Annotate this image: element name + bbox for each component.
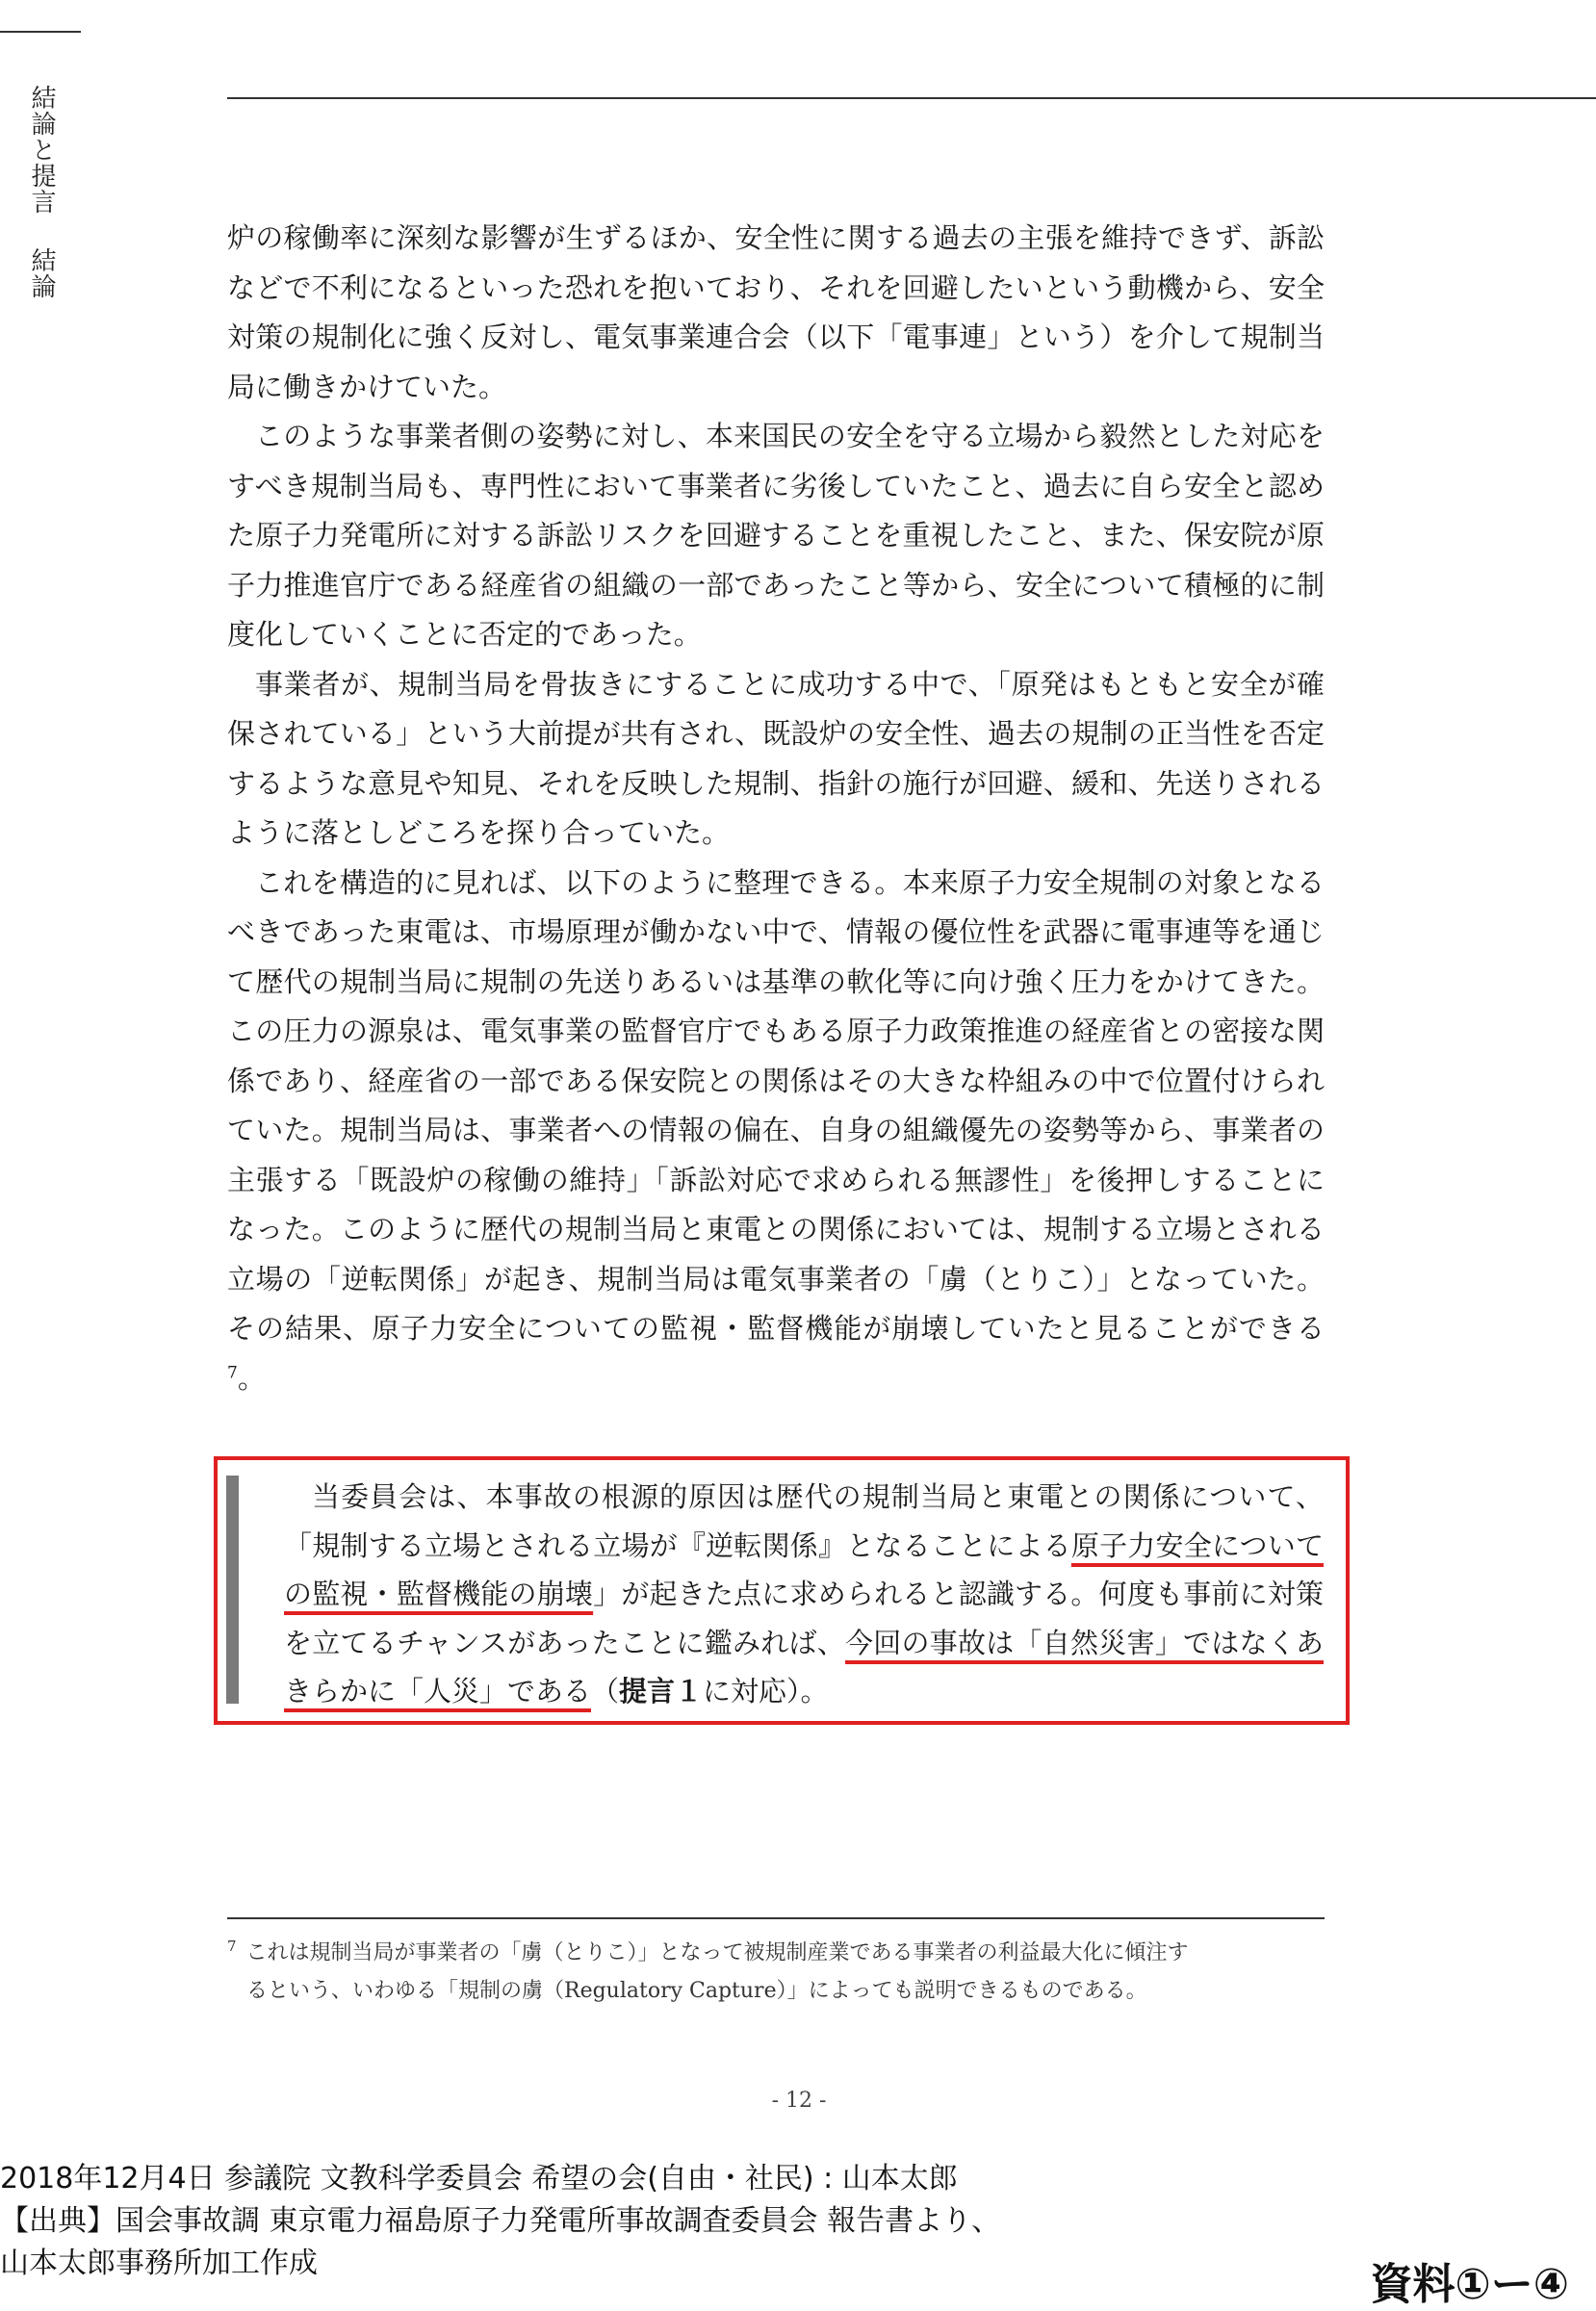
credit-line: 山本太郎事務所加工作成 — [0, 2247, 318, 2280]
source-credit — [0, 2158, 1251, 2285]
paragraph-end: 。 — [237, 1361, 266, 1395]
paragraph-text: これを構造的に見れば、以下のように整理できる。本来原子力安全規制の対象となるべきであった東電は、市場原理が働かない中で、情報の優位性を武器に電事連等を通じて歴代の規制当局に規制の先送りあるいは基準の軟化等に向け強く圧力をかけてきた。この圧力の源泉は、電気事業の監督官庁でもある原子力政策推進の経産省との密接な関係であり、経産省の一部である保安院との関係はその大きな枠組みの中で位置付けられていた。規制当局は、事業者への情報の偏在、自身の組織優先の姿勢等から、事業者の主張する「既設炉の稼働の維持」「訴訟対応で求められる無謬性」を後押しすることになった。このように歴代の規制当局と東電との関係においては、規制する立場とされる立場の「逆転関係」が起き、規制当局は電気事業者の「虜（とりこ）」となっていた。その結果、原子力安全についての監視・監督機能が崩壊していたと見ることができる — [227, 865, 1325, 1345]
conclusion-text — [284, 1473, 1324, 1716]
page-number: - 12 - — [771, 2089, 827, 2113]
footnote-number: 7 — [227, 1938, 237, 1955]
footnote-line: るという、いわゆる「規制の虜（Regulatory Capture）」によっても説明できるものである。 — [246, 1979, 1147, 2004]
credit-line: 【出典】国会事故調 東京電力福島原子力発電所事故調査委員会 報告書より、 — [0, 2204, 1001, 2238]
recommendation-reference: 提言１ — [619, 1675, 704, 1708]
footnote — [227, 1927, 1325, 2011]
conclusion-text-part: 」が起きた点に求められると認識する。何度も事前に対策を立てるチャンスがあったことに鑑みれば、 — [284, 1578, 1324, 1659]
conclusion-text-part: 当委員会は、本事故の根源的原因は歴代の規制当局と東電との関係について、「規制する立場とされる立場が『逆転関係』となることによる — [284, 1480, 1324, 1562]
header-rule — [227, 97, 1596, 99]
footnote-reference: 7 — [227, 1362, 238, 1382]
document-code: 資料①ー④ — [1370, 2260, 1569, 2309]
footnote-line: これは規制当局が事業者の「虜（とりこ）」となって被規制産業である事業者の利益最大化に傾注す — [245, 1940, 1189, 1965]
underlined-phrase: 今回の事故は「自然災害」ではなくあきらかに「人災」である — [284, 1626, 1324, 1708]
conclusion-text-part: （ — [591, 1675, 620, 1708]
section-label-subpart: 結論 — [27, 247, 56, 299]
section-label-part: 結論と提言 — [27, 85, 56, 215]
paragraph — [227, 859, 1325, 1404]
conclusion-text-part: に対応）。 — [703, 1675, 829, 1708]
paragraph: 事業者が、規制当局を骨抜きにすることに成功する中で、「原発はもともと安全が確保されている」という大前提が共有され、既設炉の安全性、過去の規制の正当性を否定するような意見や知見、それを反映した規制、指針の施行が回避、緩和、先送りされるように落としどころを探り合っていた。 — [227, 667, 1325, 849]
top-left-rule — [0, 31, 81, 33]
section-side-label — [27, 85, 56, 299]
footnote-rule — [227, 1917, 1325, 1919]
conclusion-side-bar — [226, 1476, 239, 1704]
paragraph: 炉の稼働率に深刻な影響が生ずるほか、安全性に関する過去の主張を維持できず、訴訟などで不利になるといった恐れを抱いており、それを回避したいという動機から、安全対策の規制化に強く反対し、電気事業連合会（以下「電事連」という）を介して規制当局に働きかけていた。 — [227, 221, 1325, 403]
body-text — [227, 214, 1325, 1403]
conclusion-paragraph — [284, 1473, 1324, 1716]
paragraph: このような事業者側の姿勢に対し、本来国民の安全を守る立場から毅然とした対応をすべき規制当局も、専門性において事業者に劣後していたこと、過去に自ら安全と認めた原子力発電所に対する訴訟リスクを回避することを重視したこと、また、保安院が原子力推進官庁である経産省の組織の一部であったこと等から、安全について積極的に制度化していくことに否定的であった。 — [227, 420, 1325, 651]
underlined-phrase: 原子力安全についての監視・監督機能の崩壊 — [284, 1528, 1324, 1610]
credit-line: 2018年12月4日 参議院 文教科学委員会 希望の会(自由・社民) : 山本太郎 — [0, 2162, 958, 2195]
